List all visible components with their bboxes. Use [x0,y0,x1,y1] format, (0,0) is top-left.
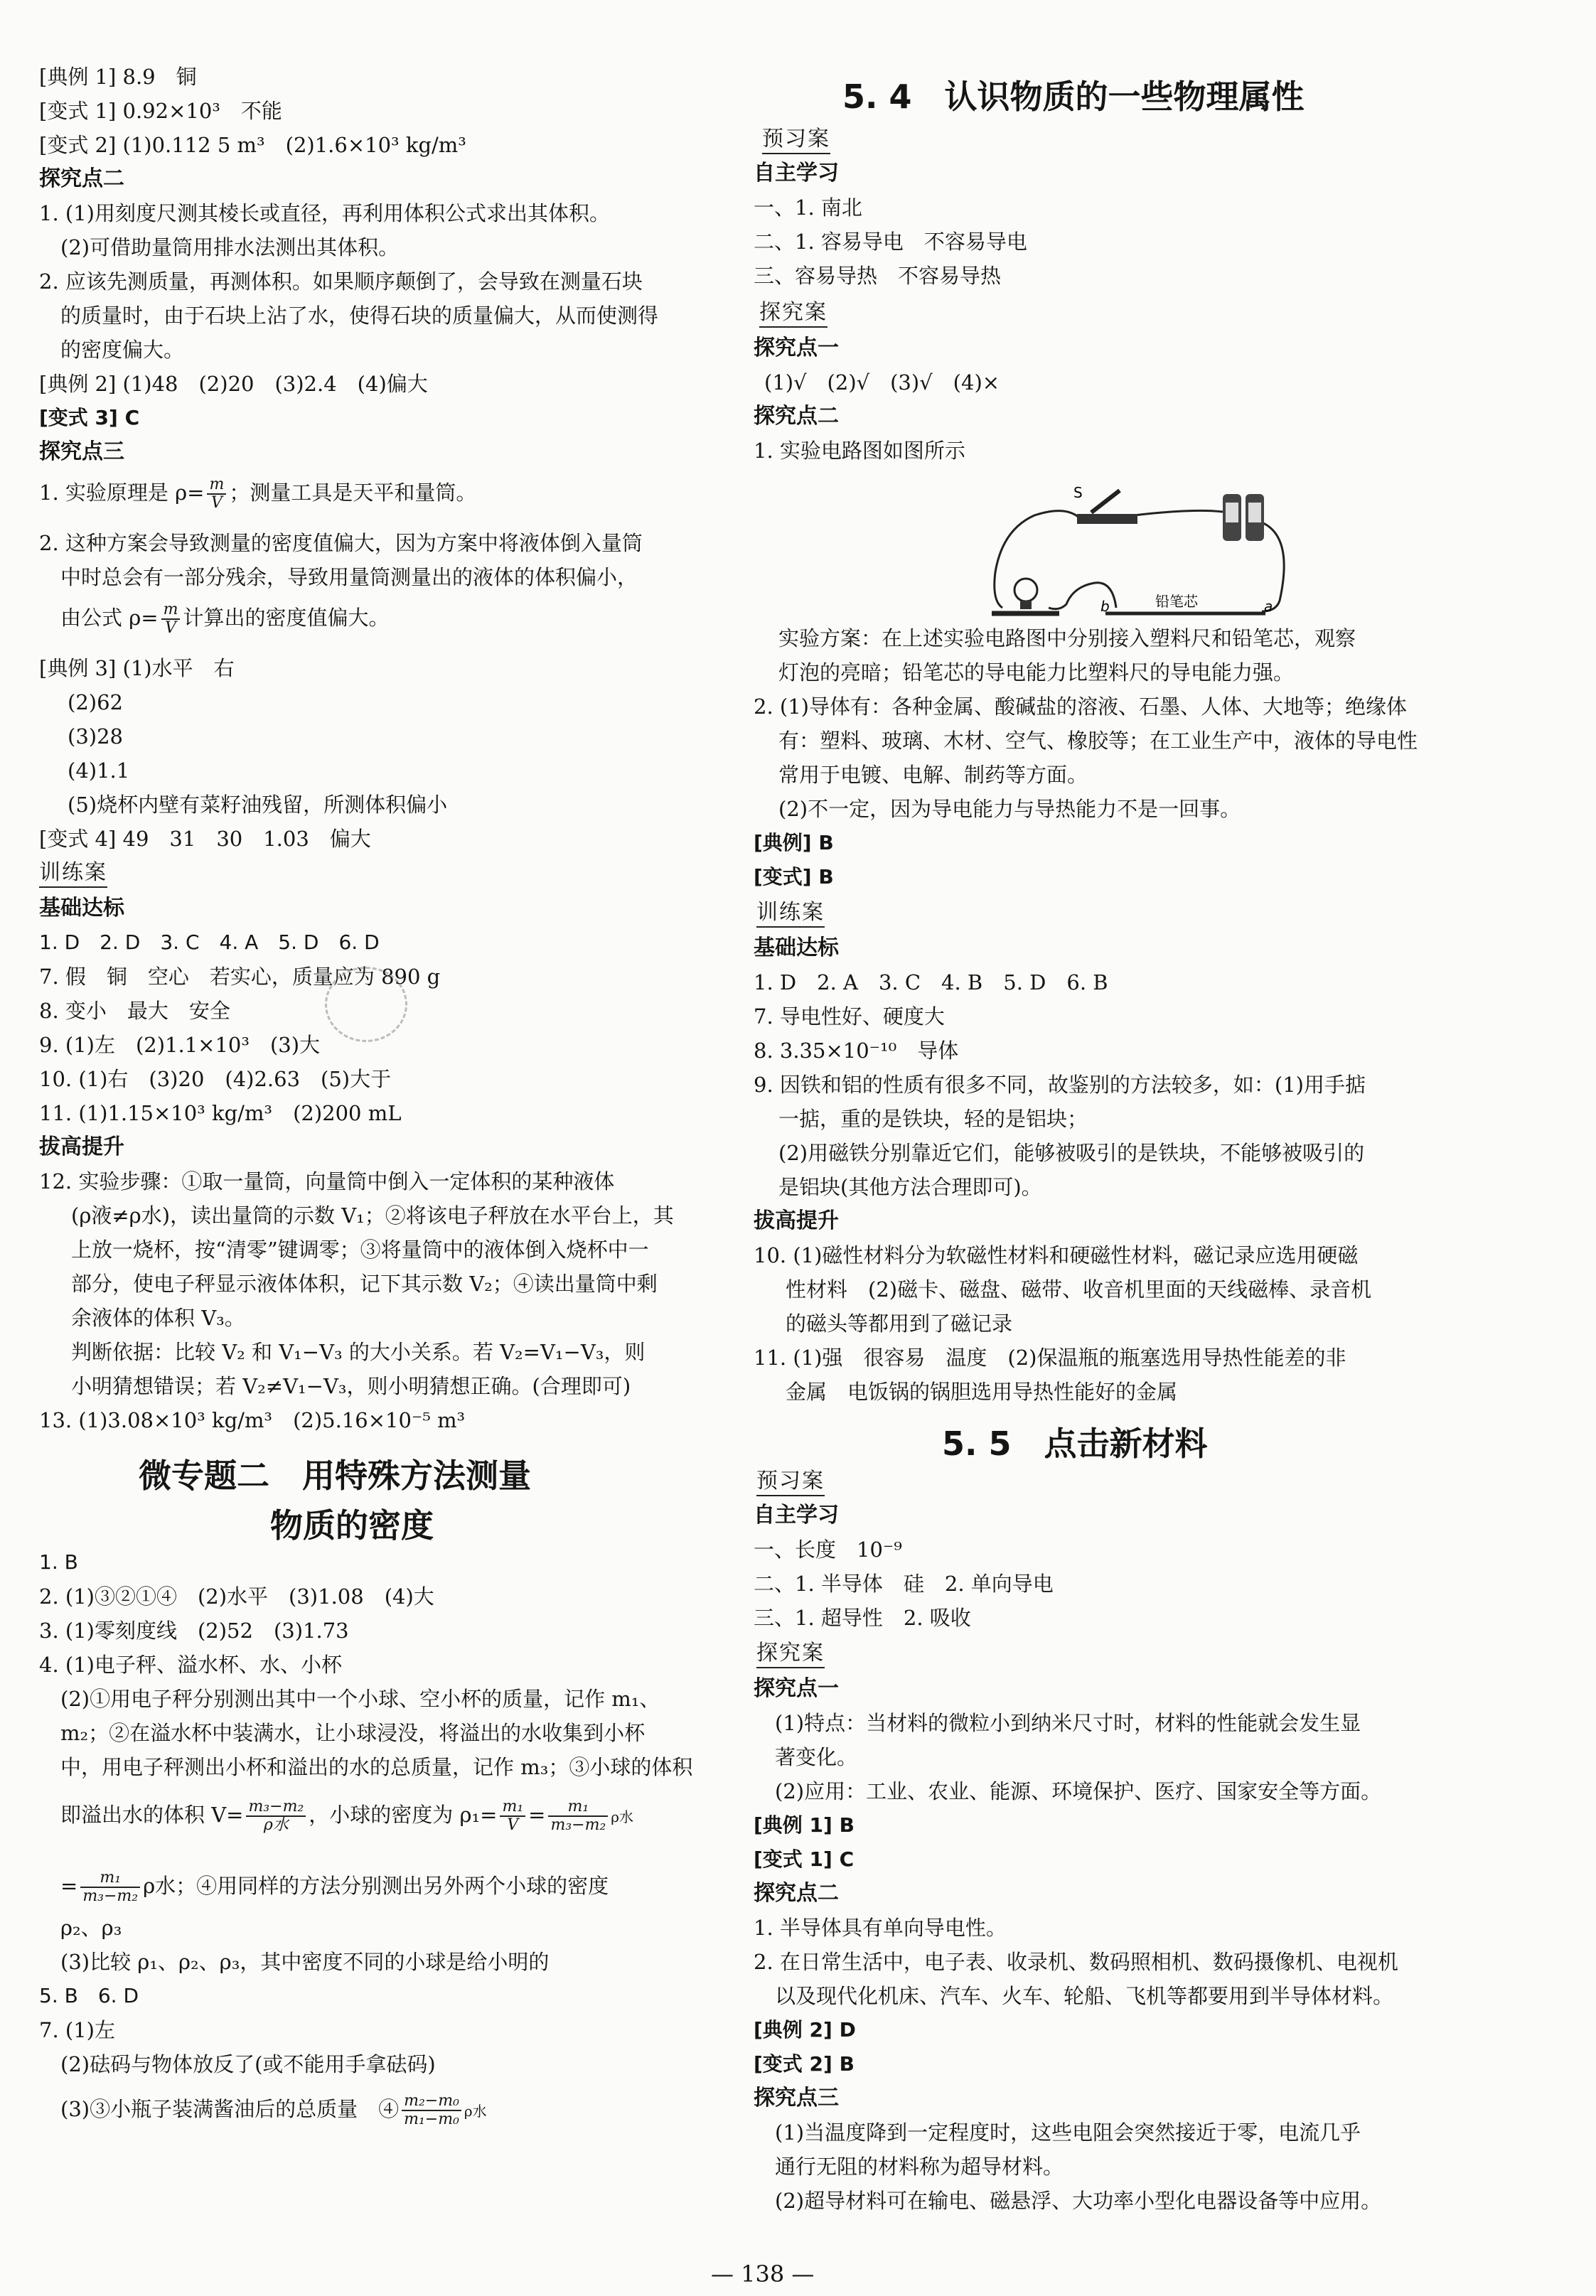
answer-line: (2)可借助量筒用排水法测出其体积。 [60,235,400,259]
answer-line: (1)当温度降到一定程度时，这些电阻会突然接近于零，电流几乎 [775,2120,1361,2145]
answer-line: [变式] B [754,865,834,889]
section-label: 探究点三 [754,2086,839,2110]
switch-icon [1077,490,1137,524]
answer-line: 的密度偏大。 [60,338,185,362]
text: = [528,1803,546,1827]
answer-line: [变式 1] C [754,1847,855,1871]
fraction [161,601,181,637]
answer-line: 2. (1)导体有：各种金属、酸碱盐的溶液、石墨、人体、大地等；绝缘体 [754,694,1407,719]
answer-line: 部分，使电子秤显示液体体积，记下其示数 V₂；④读出量筒中剩 [71,1272,658,1296]
answer-line: [典例 2] (1)48 (2)20 (3)2.4 (4)偏大 [39,372,428,396]
fraction [207,476,226,512]
page-number: — 138 — [711,2260,815,2287]
answer-line: 1. D 2. A 3. C 4. B 5. D 6. B [754,970,1108,994]
answer-line: 小明猜想错误；若 V₂≠V₁−V₃，则小明猜想正确。(合理即可) [71,1374,631,1398]
answer-line: 一、1. 南北 [754,195,862,220]
point-a-label: a [1264,598,1273,615]
answer-line: 2. 应该先测质量，再测体积。如果顺序颠倒了，会导致在测量石块 [39,269,643,294]
answer-line: 三、容易导热 不容易导热 [754,264,1002,288]
fraction [80,1869,140,1905]
denominator: V [507,1816,519,1834]
denominator: m₁−m₀ [404,2110,459,2128]
wire [1134,510,1223,515]
answer-line: 余液体的体积 V₃。 [71,1306,245,1330]
numerator: m [161,601,181,620]
answer-line: 二、1. 半导体 硅 2. 单向导电 [754,1572,1054,1596]
battery-icon [1223,494,1264,541]
answer-line: (1)√ (2)√ (3)√ (4)× [764,370,1000,395]
section-label: 基础达标 [39,896,124,921]
section-tag: 训练案 [756,900,825,928]
answer-line: (3)28 [68,724,123,749]
section-label: 拔高提升 [754,1208,839,1233]
answer-line: 的质量时，由于石块上沾了水，使得石块的质量偏大，从而使测得 [60,304,659,328]
answer-line: [变式 4] 49 31 30 1.03 偏大 [39,827,371,851]
section-tag: 探究案 [759,300,828,328]
answer-line: 灯泡的亮暗；铅笔芯的导电能力比塑料尺的导电能力强。 [778,660,1295,685]
answer-line: 通行无阻的材料称为超导材料。 [775,2155,1064,2179]
answer-line: [变式 3] C [39,406,140,429]
section-label: 自主学习 [754,1503,839,1528]
answer-line: [典例 3] (1)水平 右 [39,656,235,680]
text: 计算出的密度值偏大。 [183,606,390,630]
answer-line: 三、1. 超导性 2. 吸收 [754,1606,971,1630]
denominator: m₃−m₂ [550,1816,606,1834]
answer-line: 9. 因铁和铝的性质有很多不同，故鉴别的方法较多，如：(1)用手掂 [754,1073,1366,1097]
denominator: m₃−m₂ [82,1887,139,1905]
answer-line: 金属 电饭锅的锅胆选用导热性能好的金属 [786,1380,1178,1404]
denominator: ρ水 [263,1816,289,1834]
answer-line: 中时总会有一部分残余，导致用量筒测量出的液体的体积偏小， [60,565,638,589]
answer-line: 著变化。 [775,1745,858,1769]
section-label: 基础达标 [754,935,839,960]
answer-line: [变式 1] 0.92×10³ 不能 [39,99,282,123]
answer-line: 有：塑料、玻璃、木材、空气、橡胶等；在工业生产中，液体的导电性 [778,729,1418,753]
formula-line [60,601,389,637]
text: ρ水 [464,2103,487,2120]
text: 由公式 ρ= [60,606,159,630]
answer-line: m₂；②在溢水杯中装满水，让小球浸没，将溢出的水收集到小杯 [60,1721,646,1745]
denominator: V [165,619,176,637]
answer-line: (2)超导材料可在输电、磁悬浮、大功率小型化电器设备等中应用。 [775,2189,1382,2213]
answer-line: ρ₂、ρ₃ [60,1916,122,1940]
section-tag: 探究案 [756,1641,825,1668]
answer-line: 12. 实验步骤：①取一量筒，向量筒中倒入一定体积的某种液体 [39,1169,615,1193]
section-label: 自主学习 [754,161,839,186]
section-label: 探究点三 [39,439,124,464]
answer-line: 常用于电镀、电解、制药等方面。 [778,763,1088,787]
pencil-lead-label: 铅笔芯 [1155,593,1198,610]
answer-line: 1. D 2. D 3. C 4. A 5. D 6. D [39,930,380,954]
answer-line: 1. B [39,1550,78,1574]
answer-line: 实验方案：在上述实验电路图中分别接入塑料尺和铅笔芯，观察 [778,626,1356,650]
answer-line: [典例 1] 8.9 铜 [39,65,197,89]
section-label: 拔高提升 [39,1134,124,1159]
text: (3)③小瓶子装满酱油后的总质量 ④ [60,2097,400,2121]
fraction [402,2093,461,2128]
answer-line: 以及现代化机床、汽车、火车、轮船、飞机等都要用到半导体材料。 [775,1984,1394,2008]
formula-line [39,476,476,512]
answer-line: 11. (1)强 很容易 温度 (2)保温瓶的瓶塞选用导热性能差的非 [754,1346,1346,1370]
section-tag: 训练案 [39,860,107,888]
numerator: m₁ [80,1869,140,1888]
text: 1. 实验原理是 ρ= [39,481,205,505]
answer-line: (2)砝码与物体放反了(或不能用手拿砝码) [60,2052,436,2076]
section-heading: 微专题二 用特殊方法测量 [139,1457,531,1495]
answer-line: (2)62 [68,690,123,714]
fraction [548,1798,608,1834]
answer-line: [典例 2] D [754,2018,856,2042]
answer-line: 9. (1)左 (2)1.1×10³ (3)大 [39,1033,321,1057]
answer-line: (1)特点：当材料的微粒小到纳米尺寸时，材料的性能就会发生显 [775,1711,1361,1735]
answer-line: 2. 这种方案会导致测量的密度值偏大，因为方案中将液体倒入量筒 [39,531,643,555]
answer-line: 8. 变小 最大 安全 [39,999,230,1023]
answer-line: 2. 在日常生活中，电子表、收录机、数码照相机、数码摄像机、电视机 [754,1950,1398,1974]
answer-line: 10. (1)磁性材料分为软磁性材料和硬磁性材料，磁记录应选用硬磁 [754,1243,1359,1267]
answer-line: 10. (1)右 (3)20 (4)2.63 (5)大于 [39,1067,392,1091]
text: ρ水；④用同样的方法分别测出另外两个小球的密度 [143,1874,609,1898]
answer-line: (2)①用电子秤分别测出其中一个小球、空小杯的质量，记作 m₁、 [60,1687,660,1711]
numerator: m₁ [548,1798,608,1817]
text: 即溢出水的体积 V= [60,1803,244,1827]
answer-line: 3. (1)零刻度线 (2)52 (3)1.73 [39,1619,349,1643]
answer-line: 是铝块(其他方法合理即可)。 [778,1175,1042,1199]
numerator: m₂−m₀ [402,2093,461,2111]
section-label: 探究点二 [754,1881,839,1906]
switch-label: S [1073,484,1083,501]
section-label: 探究点二 [39,166,124,191]
answer-line: 8. 3.35×10⁻¹⁰ 导体 [754,1039,959,1063]
text: ；测量工具是天平和量筒。 [229,481,477,505]
answer-line: 一、长度 10⁻⁹ [754,1538,902,1562]
numerator: m₃−m₂ [246,1798,306,1817]
answer-line: 的磁头等都用到了磁记录 [786,1311,1013,1336]
answer-line: 1. 实验电路图如图所示 [754,439,965,463]
fraction [246,1798,306,1834]
answer-line: 7. 假 铜 空心 若实心，质量应为 890 g [39,965,441,989]
answer-line: (ρ液≠ρ水)，读出量筒的示数 V₁；②将该电子秤放在水平台上，其 [71,1203,674,1228]
answer-line: 1. 半导体具有单向导电性。 [754,1916,1007,1940]
numerator: m₁ [500,1798,525,1817]
point-b-label: b [1100,598,1110,615]
answer-line: 1. (1)用刻度尺测其棱长或直径，再利用体积公式求出其体积。 [39,201,610,225]
answer-line: (2)不一定，因为导电能力与导热能力不是一回事。 [778,797,1241,821]
formula-line [60,1798,633,1834]
answer-line: [变式 2] B [754,2052,855,2076]
answer-line: 二、1. 容易导电 不容易导电 [754,230,1027,254]
answer-line: 性材料 (2)磁卡、磁盘、磁带、收音机里面的天线磁棒、录音机 [786,1277,1372,1302]
bulb-icon [1014,579,1037,609]
circuit-diagram [924,466,1322,629]
section-label: 探究点二 [754,404,839,429]
answer-line: (3)比较 ρ₁、ρ₂、ρ₃，其中密度不同的小球是给小明的 [60,1950,550,1974]
answer-line: 5. B 6. D [39,1984,139,2007]
section-heading: 5. 4 认识物质的一些物理属性 [842,77,1305,116]
formula-line [60,2093,487,2128]
answer-line: 上放一烧杯，按“清零”键调零；③将量筒中的液体倒入烧杯中一 [71,1238,649,1262]
section-label: 探究点一 [754,1676,839,1701]
text: = [60,1874,78,1898]
answer-line: 中，用电子秤测出小杯和溢出的水的总质量，记作 m₃；③小球的体积 [60,1755,693,1779]
section-heading: 物质的密度 [270,1506,434,1545]
answer-line: 一掂，重的是铁块，轻的是铝块； [778,1107,1088,1131]
answer-line: 2. (1)③②①④ (2)水平 (3)1.08 (4)大 [39,1584,434,1609]
answer-line: 11. (1)1.15×10³ kg/m³ (2)200 mL [39,1101,402,1125]
answer-line: 7. 导电性好、硬度大 [754,1004,945,1029]
answer-line: 7. (1)左 [39,2018,115,2042]
text: ，小球的密度为 ρ₁= [309,1803,498,1827]
answer-line: (4)1.1 [68,758,130,783]
answer-line: [典例] B [754,831,834,854]
denominator: V [210,494,223,512]
numerator: m [207,476,226,495]
answer-line: (2)应用：工业、农业、能源、环境保护、医疗、国家安全等方面。 [775,1779,1382,1803]
section-tag: 预习案 [762,127,830,154]
section-label: 探究点一 [754,336,839,360]
text: ρ水 [611,1808,634,1825]
answer-line: [典例 1] B [754,1813,855,1837]
answer-line: (2)用磁铁分别靠近它们，能够被吸引的是铁块，不能够被吸引的 [778,1141,1365,1165]
answer-line: 判断依据：比较 V₂ 和 V₁−V₃ 的大小关系。若 V₂=V₁−V₃，则 [71,1340,646,1364]
answer-line: (5)烧杯内壁有菜籽油残留，所测体积偏小 [68,793,448,817]
section-heading: 5. 5 点击新材料 [942,1425,1208,1463]
section-tag: 预习案 [756,1469,825,1496]
answer-line: 13. (1)3.08×10³ kg/m³ (2)5.16×10⁻⁵ m³ [39,1408,466,1432]
answer-line: 4. (1)电子秤、溢水杯、水、小杯 [39,1653,342,1677]
faint-stamp-watermark [306,967,427,1052]
answer-line: [变式 2] (1)0.112 5 m³ (2)1.6×10³ kg/m³ [39,133,466,157]
formula-line [60,1869,609,1905]
fraction [500,1798,525,1834]
